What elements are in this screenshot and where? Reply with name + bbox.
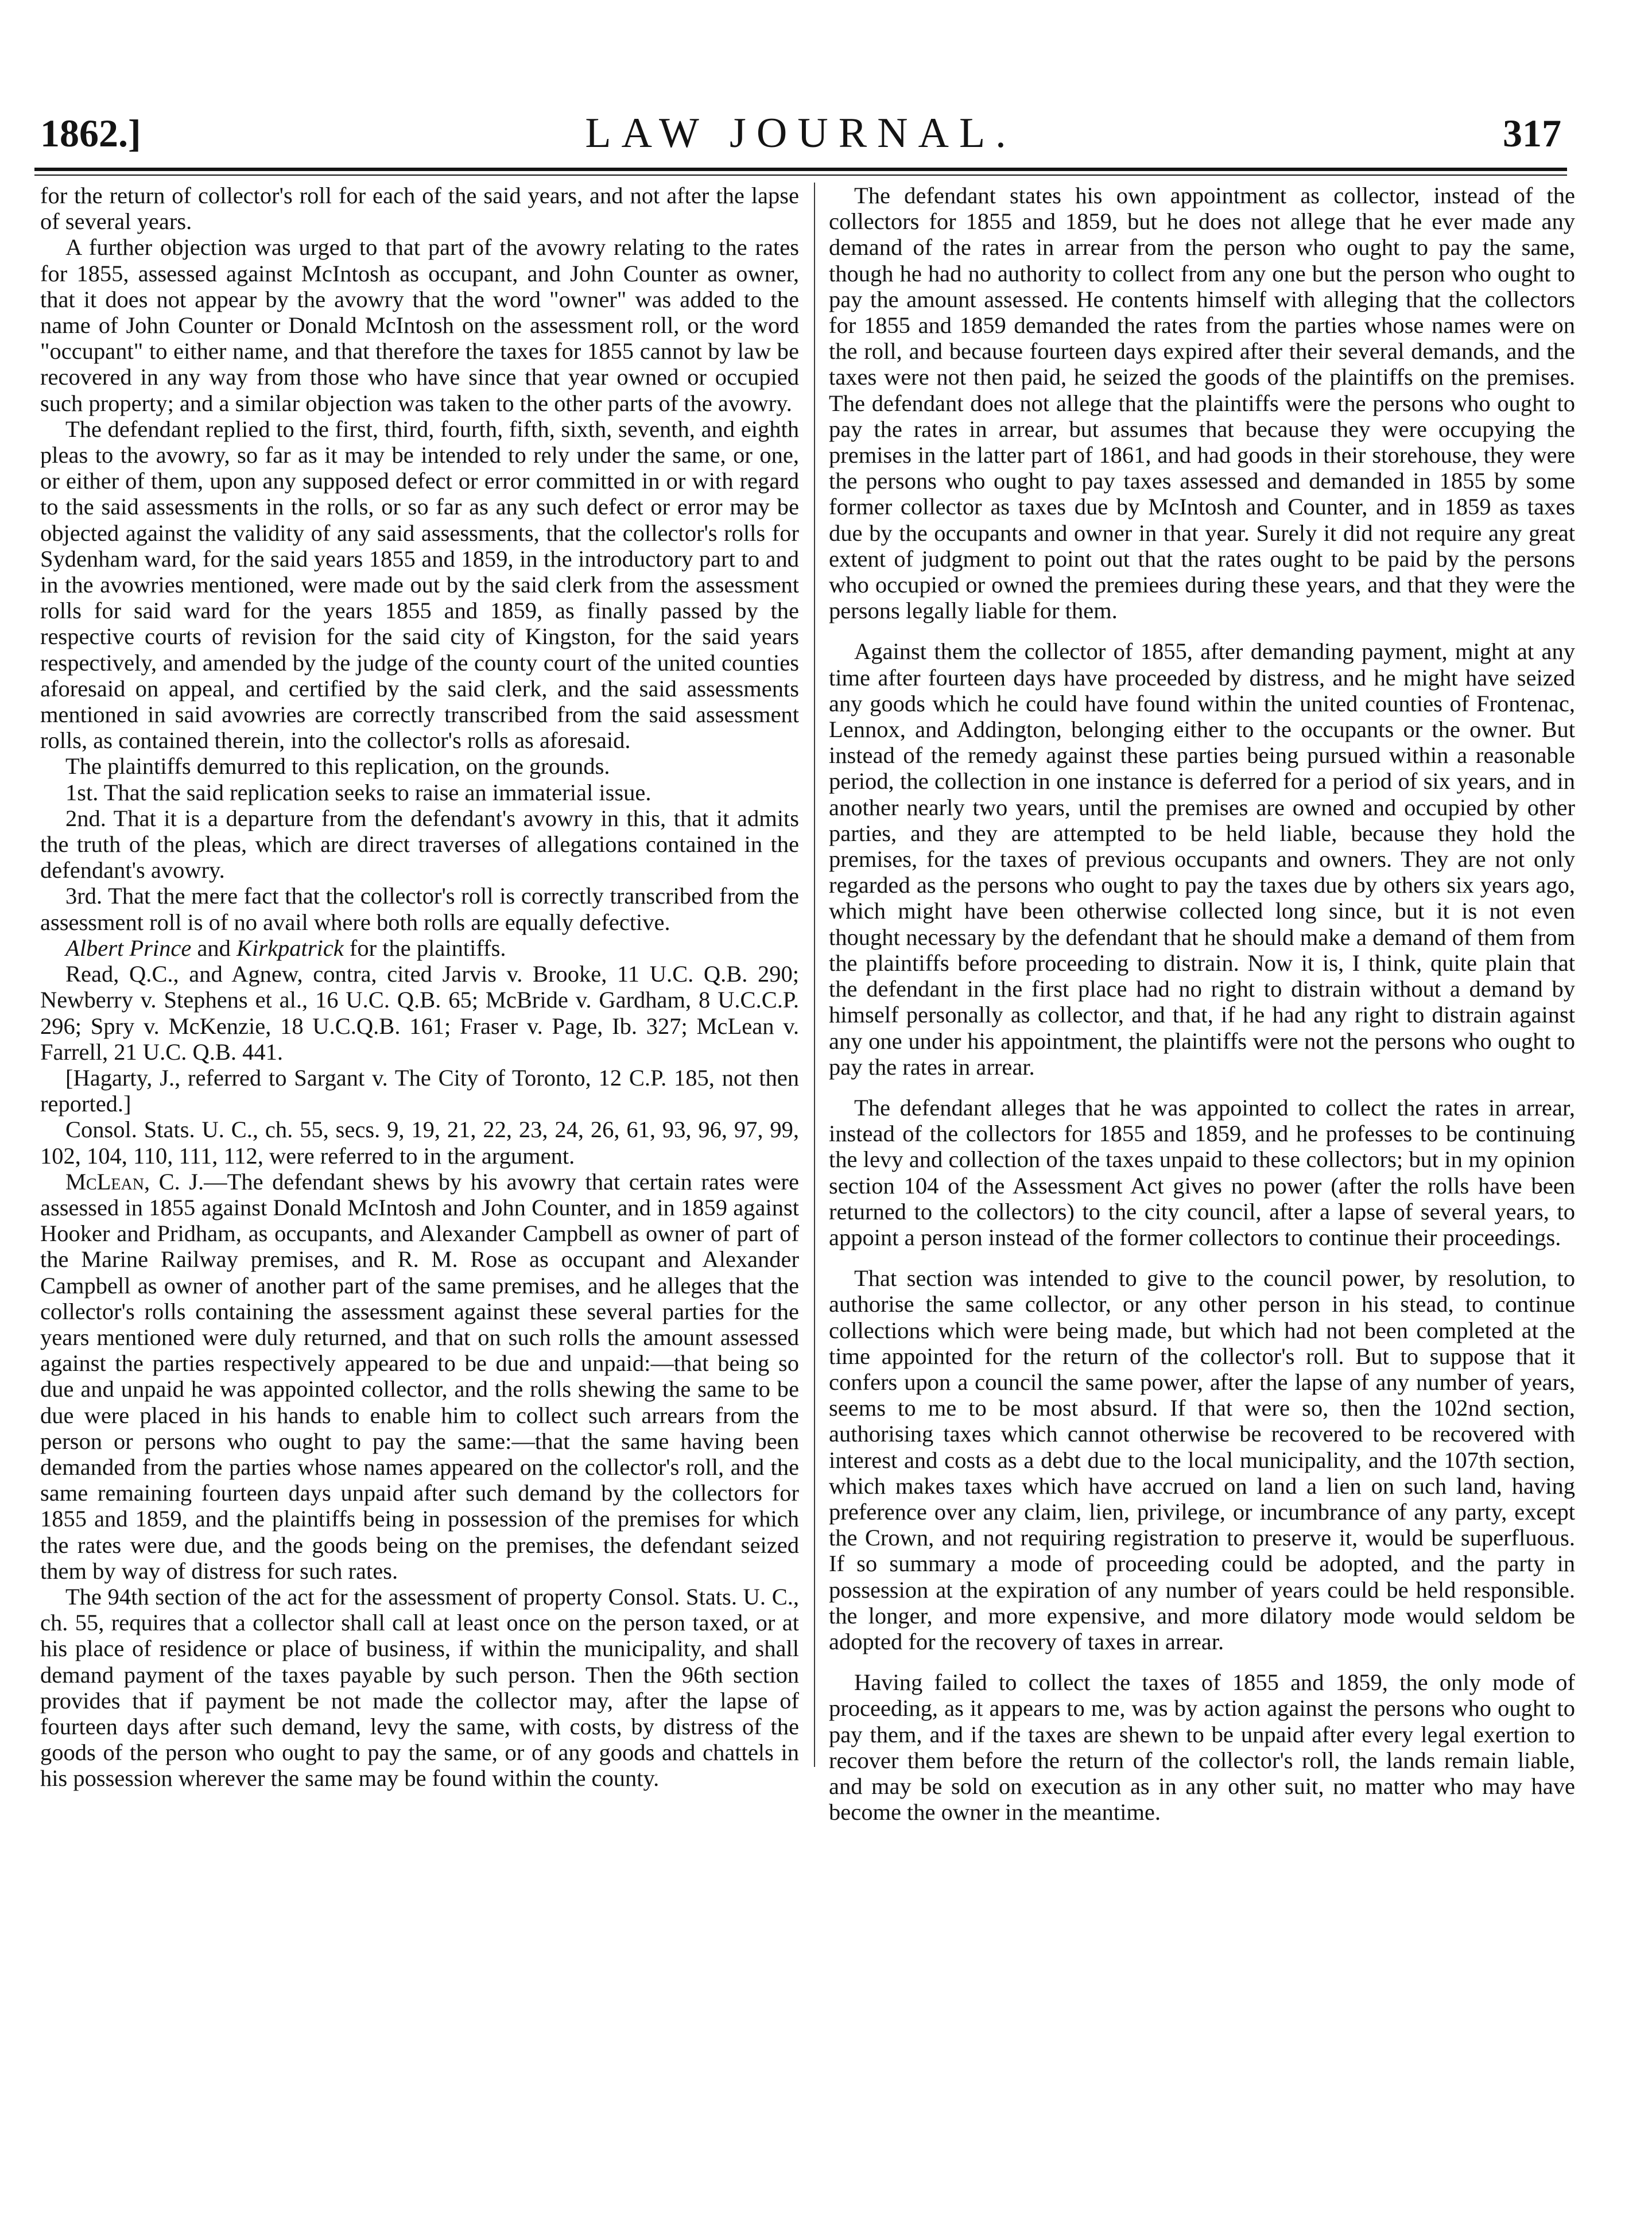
- statute-reference: Consol. Stats. U. C., ch. 55, secs. 9, 19, 21, 22, 23, 24, 26, 61, 93, 96, 97, 99, 102, 104, 110, 111, 112, were referred to in the argument.: [40, 1117, 799, 1169]
- paragraph: Against them the collector of 1855, after demanding payment, might at any time after fourteen days have proceeded by distress, and he might have seized any goods which he could have found within the united counties of Frontenac, Lennox, and Addington, belonging either to the occupants or the owner. But instead of the remedy against these parties being pursued within a reasonable period, the collection in one instance is deferred for a period of six years, and in another nearly two years, until the premises are owned and occupied by other parties, and they are attempted to be held liable, because they hold the premises, for the taxes of previous occupants and owners. They are not only regarded as the persons who ought to pay the taxes due by others six years ago, which might have been otherwise collected long since, but it is not even thought necessary by the defendant that he should make a demand of them from the plaintiffs before proceeding to distrain. Now it is, I think, quite plain that the defendant in the first place had no right to distrain without a demand by himself personally as collector, and that, if he had any right to distrain against any one under his appointment, the plaintiffs were not the persons who ought to pay the rates in arrear.: [829, 638, 1575, 1080]
- judgment-paragraph: [40, 1169, 799, 1584]
- header-rule-thin: [34, 175, 1567, 176]
- right-column: [829, 183, 1575, 1825]
- paragraph: The defendant states his own appointment as collector, instead of the collectors for 1855 and 1859, but he does not allege that he ever made any demand of the rates in arrear from the person who ought to pay the same, though he had no authority to collect from any one but the person who ought to pay the amount assessed. He contents himself with alleging that the collectors for 1855 and 1859 demanded the rates from the parties whose names were on the roll, and because fourteen days expired after their several demands, and the taxes were not then paid, he seized the goods of the plaintiffs on the premises. The defendant does not allege that the plaintiffs were the persons who ought to pay the rates in arrear, but assumes that because they were occupying the premises in the latter part of 1861, and had goods in their storehouse, they were the persons who ought to pay taxes assessed and demanded in 1855 by some former collector as taxes due by McIntosh and Counter, and in 1859 as taxes due by the occupants and owner in that year. Surely it did not require any great extent of judgment to point out that the rates ought to be paid by the persons who occupied or owned the premiees during these years, and that they were the persons legally liable for them.: [829, 183, 1575, 624]
- counsel-name: Albert Prince: [65, 935, 192, 961]
- counsel-connector: and: [191, 935, 237, 961]
- counsel-role: for the plaintiffs.: [343, 935, 506, 961]
- paragraph: The defendant alleges that he was appointed to collect the rates in arrear, instead of the collectors for 1855 and 1859, and he professes to be continuing the levy and collection of the taxes unpaid to these collectors; but in my opinion section 104 of the Assessment Act gives no power (after the rolls have been returned to the collectors) to the city council, after a lapse of several years, to appoint a person instead of the former collectors to continue their proceedings.: [829, 1094, 1575, 1250]
- column-divider: [814, 183, 815, 1767]
- page-header: [34, 104, 1567, 173]
- paragraph: That section was intended to give to the council power, by resolution, to authorise the same collector, or any other person in his stead, to continue collections which were being made, but which had not been completed at the time appointed for the return of the collector's roll. But to suppose that it confers upon a council the same power, after the lapse of any number of years, seems to me to be most absurd. If that were so, then the 102nd section, authorising taxes which cannot otherwise be recovered to be recovered with interest and costs as a debt due to the local municipality, and the 107th section, which makes taxes which have accrued on land a lien on such land, having preference over any claim, lien, privilege, or incumbrance of any party, except the Crown, and not requiring registration to preserve it, would be superfluous. If so summary a mode of proceeding could be adopted, and the party in possession at the expiration of any number of years could be held responsible. the longer, and more expensive, and more dilatory mode would seldom be adopted for the recovery of taxes in arrear.: [829, 1265, 1575, 1654]
- left-column: [40, 183, 799, 1792]
- paragraph: A further objection was urged to that part of the avowry relating to the rates for 1855, assessed against McIntosh as occupant, and John Counter as owner, that it does not appear by the avowry that the word "owner" was added to the name of John Counter or Donald McIntosh on the assessment roll, or the word "occupant" to either name, and that therefore the taxes for 1855 cannot by law be recovered in any way from those who have since that year owned or occupied such property; and a similar objection was taken to the other parts of the avowry.: [40, 234, 799, 416]
- paragraph: The defendant replied to the first, third, fourth, fifth, sixth, seventh, and eighth pleas to the avowry, so far as it may be intended to rely under the same, or one, or either of them, upon any supposed defect or error committed in or with regard to the said assessments in the rolls, or so far as any such defect or error may be objected against the validity of any said assessments, that the collector's rolls for Sydenham ward, for the said years 1855 and 1859, in the introductory part to and in the avowries mentioned, were made out by the said clerk from the assessment rolls for said ward for the years 1855 and 1859, as finally passed by the respective courts of revision for the said city of Kingston, for the said years respectively, and amended by the judge of the county court of the united counties aforesaid on appeal, and certified by the said clerk, and the said assessments mentioned in said avowries are correctly transcribed from the said assessment rolls, as contained therein, into the collector's rolls as aforesaid.: [40, 416, 799, 754]
- counsel-line: [40, 935, 799, 961]
- header-year: 1862.]: [40, 111, 141, 155]
- header-rule-thick: [34, 168, 1567, 171]
- paragraph: Having failed to collect the taxes of 1855 and 1859, the only mode of proceeding, as it appears to me, was by action against the persons who ought to pay them, and if the taxes are shewn to be unpaid after every legal exertion to recover them before the return of the collector's roll, the lands remain liable, and may be sold on execution as in any other suit, no matter who may have become the owner in the meantime.: [829, 1669, 1575, 1825]
- paragraph: 1st. That the said replication seeks to raise an immaterial issue.: [65, 779, 652, 805]
- page-number: 317: [1503, 111, 1561, 155]
- journal-title: LAW JOURNAL.: [585, 110, 1017, 157]
- counsel-name: Kirkpatrick: [236, 935, 344, 961]
- judgment-text: —The defendant shews by his avowry that certain rates were assessed in 1855 against Donald McIntosh and John Counter, and in 1859 against Hooker and Pridham, as occupants, and Alexander Campbell as owner of part of the Marine Railway premises, and R. M. Rose as occupant and Alexander Campbell as owner of another part of the same premises, and he alleges that the collector's rolls containing the assessment against these several parties for the years mentioned were duly returned, and that on such rolls the amount assessed against the parties respectively appeared to be due and unpaid:—that being so due and unpaid he was appointed collector, and the rolls shewing the same to be due were placed in his hands to enable him to collect such arrears from the person or persons who ought to pay the same:—that the same having been demanded from the parties whose names appeared on the collector's roll, and the same remaining fourteen days unpaid after such demand by the collectors for 1855 and 1859, and the plaintiffs being in possession of the premises for which the rates were due, and the goods being on the premises, the defendant seized them by way of distress for such rates.: [40, 1168, 799, 1584]
- case-citations: Read, Q.C., and Agnew, contra, cited Jarvis v. Brooke, 11 U.C. Q.B. 290; Newberry v. Stephens et al., 16 U.C. Q.B. 65; McBride v. Gardham, 8 U.C.C.P. 296; Spry v. McKenzie, 18 U.C.Q.B. 161; Fraser v. Page, Ib. 327; McLean v. Farrell, 21 U.C. Q.B. 441.: [40, 961, 799, 1065]
- paragraph: The 94th section of the act for the assessment of property Consol. Stats. U. C., ch. 55, requires that a collector shall call at least once on the person taxed, or at his place of residence or place of business, if within the municipality, and shall demand payment of the taxes payable by such person. Then the 96th section provides that if payment be not made the collector may, after the lapse of fourteen days after such demand, levy the same, with costs, by distress of the goods of the person who ought to pay the same, or of any goods and chattels in his possession wherever the same may be found within the county.: [40, 1583, 799, 1792]
- bracketed-note: [Hagarty, J., referred to Sargant v. The City of Toronto, 12 C.P. 185, not then reported.]: [40, 1064, 799, 1117]
- paragraph: for the return of collector's roll for each of the said years, and not after the lapse of several years.: [40, 183, 799, 235]
- paragraph: The plaintiffs demurred to this replication, on the grounds.: [65, 753, 610, 780]
- judge-name: McLean, C. J.: [65, 1168, 204, 1195]
- paragraph: 3rd. That the mere fact that the collector's roll is correctly transcribed from the assessment roll is of no avail where both rolls are equally defective.: [40, 883, 799, 935]
- paragraph: 2nd. That it is a departure from the defendant's avowry in this, that it admits the truth of the pleas, which are direct traverses of allegations contained in the defendant's avowry.: [40, 805, 799, 883]
